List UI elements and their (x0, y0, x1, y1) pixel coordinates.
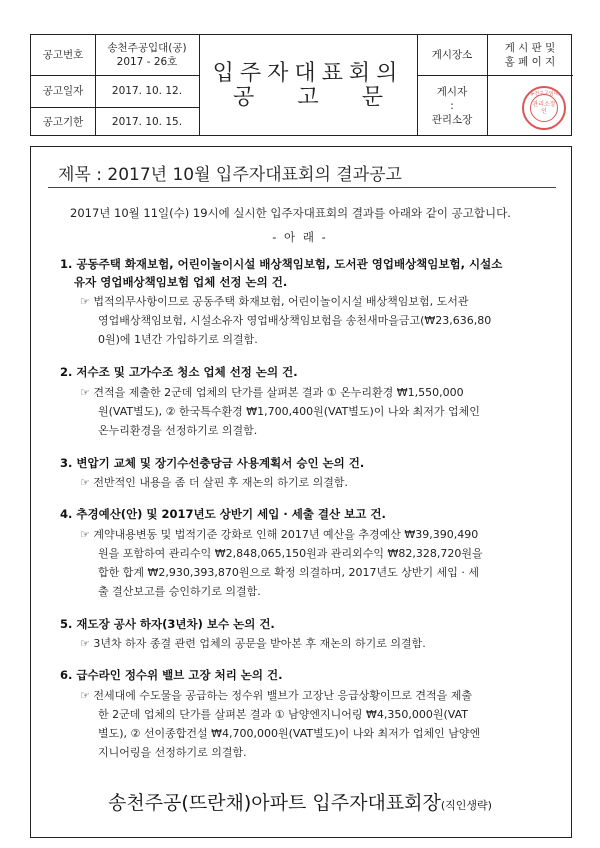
item-4-text (80, 525, 550, 601)
item-6-line-4: 지니어링을 선정하기로 의결함. (98, 746, 247, 759)
item-6-line-2: 한 2군데 업체의 단가를 살펴본 결과 ① 남양엔지니어링 ₩4,350,000원(VAT (98, 708, 468, 721)
poster-colon: : (450, 100, 454, 112)
subject-divider (48, 187, 556, 188)
item-6-title (60, 666, 560, 684)
item-1-title-line1: 1. 공동주택 화재보험, 어린이놀이시설 배상책임보험, 도서관 영업배상책임보험, 시설소 (60, 257, 503, 271)
item-3-text (80, 473, 550, 492)
item-4-line-3: 합한 합계 ₩2,930,393,870원으로 확정 의결하며, 2017년도 상반기 세입 · 세 (98, 566, 479, 579)
title-char-3: 문 (361, 85, 383, 110)
notice-intro: 2017년 10월 11일(수) 19시에 실시한 입주자대표회의 결과를 아래와 같이 공고합니다. (70, 206, 511, 220)
notice-date-value: 2017. 10. 12. (111, 85, 183, 97)
notice-no-line2: 2017 - 26호 (116, 56, 178, 68)
title-char-1: 공 (233, 85, 255, 110)
notice-no-line1: 송천주공입대(공) (107, 42, 187, 54)
footer-signatory: 송천주공(뜨란채)아파트 입주자대표회장 (108, 792, 441, 814)
label-notice-period: 공고기한 (42, 116, 84, 128)
item-4-line-4: 출 결산보고를 승인하기로 의결함. (98, 585, 261, 598)
item-6-line-1: ☞ 전세대에 수도물을 공급하는 정수위 밸브가 고장난 응급상황이므로 견적을 제출 (80, 689, 472, 702)
label-notice-no: 공고번호 (42, 49, 84, 61)
item-1-text (80, 292, 550, 349)
item-2-title (60, 363, 560, 381)
notice-period-value: 2017. 10. 15. (111, 116, 183, 128)
below-marker: - 아 래 - (272, 230, 328, 244)
post-place-line1: 게 시 판 및 (504, 42, 556, 54)
notice-no-value (95, 35, 199, 75)
item-2-line-2: 원(VAT별도), ② 한국특수환경 ₩1,700,400원(VAT별도)이 나와 최저가 업체인 (98, 405, 480, 418)
item-2-line-3: 온누리환경을 선정하기로 의결함. (98, 424, 258, 437)
seal-center-text: 관리소장인 (532, 101, 556, 115)
item-6-text (80, 686, 550, 762)
post-place-value (487, 35, 573, 75)
item-1-title-line2: 유자 영업배상책임보험 업체 선정 논의 건. (74, 275, 288, 289)
item-5-text (80, 634, 550, 653)
item-1-title (60, 255, 560, 291)
seal-inner (530, 94, 558, 122)
item-5-title-line1: 5. 재도장 공사 하자(3년차) 보수 논의 건. (60, 617, 275, 631)
header-table (30, 34, 572, 136)
item-1-line-3: 0원)에 1년간 가입하기로 의결함. (98, 333, 258, 346)
post-place-line2: 홈 페 이 지 (504, 56, 556, 68)
label-notice-date: 공고일자 (42, 85, 84, 97)
item-1-line-1: ☞ 법적의무사항이므로 공동주택 화재보험, 어린이놀이시설 배상책임보험, 도서관 (80, 295, 469, 308)
notice-footer (0, 788, 600, 815)
poster-cell (417, 75, 487, 137)
item-4-line-2: 원을 포함하여 관리수익 ₩2,848,065,150원과 관리외수익 ₩82,328,720원을 (98, 547, 483, 560)
item-5-title (60, 615, 560, 633)
item-4-title-line1: 4. 추경예산(안) 및 2017년도 상반기 세입 · 세출 결산 보고 건. (60, 507, 386, 521)
item-2-title-line1: 2. 저수조 및 고가수조 청소 업체 선정 논의 건. (60, 365, 298, 379)
seal-ring-text: 송천주공임대 (529, 91, 559, 97)
label-post-place: 게시장소 (431, 49, 473, 61)
item-4-line-1: ☞ 계약내용변동 및 법적기준 강화로 인해 2017년 예산을 추경예산 ₩39,390,490 (80, 528, 479, 541)
title-line1: 입주자대표회의 (212, 61, 404, 86)
official-seal (522, 86, 566, 130)
item-4-title (60, 505, 560, 523)
notice-subject: 제목 : 2017년 10월 입주자대표회의 결과공고 (58, 165, 402, 185)
footer-seal-note: (직인생략) (440, 799, 492, 812)
item-2-text (80, 383, 550, 440)
header-title (199, 35, 417, 137)
item-1-line-2: 영업배상책임보험, 시설소유자 영업배상책임보험을 송천새마을금고(₩23,636,80 (98, 314, 492, 327)
item-5-line-1: ☞ 3년차 하자 종결 관련 업체의 공문을 받아본 후 재논의 하기로 의결함. (80, 637, 426, 650)
item-3-title (60, 454, 560, 472)
item-6-line-3: 별도), ② 선이종합건설 ₩4,700,000원(VAT별도)이 나와 최저가 업체인 남양엔 (98, 727, 481, 740)
title-line2 (233, 85, 383, 110)
poster-value: 관리소장 (431, 114, 473, 126)
title-char-2: 고 (297, 85, 319, 110)
item-2-line-1: ☞ 견적을 제출한 2군데 업체의 단가를 살펴본 결과 ① 온누리환경 ₩1,550,000 (80, 386, 464, 399)
label-poster: 게시자 (436, 86, 468, 98)
item-3-title-line1: 3. 변압기 교체 및 장기수선충당금 사용계획서 승인 논의 건. (60, 456, 365, 470)
item-3-line-1: ☞ 전반적인 내용을 좀 더 살핀 후 재논의 하기로 의결함. (80, 476, 348, 489)
item-6-title-line1: 6. 급수라인 정수위 밸브 고장 처리 논의 건. (60, 668, 283, 682)
